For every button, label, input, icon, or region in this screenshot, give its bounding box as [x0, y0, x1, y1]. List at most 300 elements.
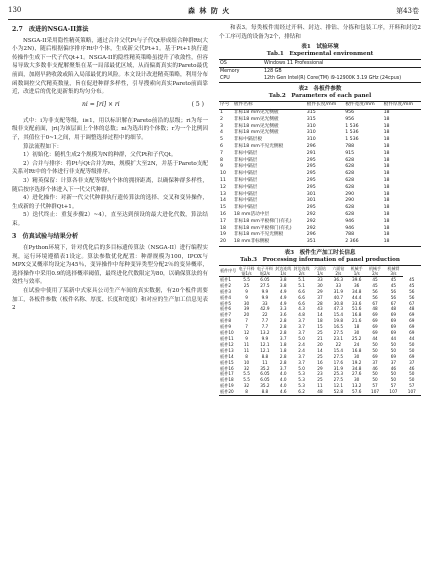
table-header-row	[219, 265, 421, 276]
table-cell: 板件17	[220, 371, 234, 377]
table-cell: 27.6	[352, 371, 362, 377]
table-cell: 45	[409, 276, 415, 282]
right-intro-paragraph: 和表3。每类板件需经过开料、封边、排钻、分拣和包装工序，开料和封边2个工序可选的设备为2个，排钻和	[219, 25, 421, 40]
table3-caption-en: Tab.3 Processing information of panel production	[240, 256, 400, 263]
table-cell: 16.8	[352, 347, 362, 353]
table-cell: 板件19	[220, 383, 234, 389]
table-cell: 12.1	[333, 383, 343, 389]
table-cell: CPU	[220, 76, 230, 82]
table-cell: 48	[372, 306, 378, 312]
table-cell: 非标中隔层	[233, 171, 258, 177]
table-cell: 35.2	[260, 383, 270, 389]
table-cell: 291	[306, 150, 316, 156]
paragraph: 1）初始化：随机生成2个规模为N的种群，父代Pt和子代Qt。	[23, 152, 177, 159]
table-cell: 29	[317, 365, 323, 371]
table-cell: 67	[372, 300, 378, 306]
table-cell: 69	[409, 324, 415, 330]
table-cell: 1 536	[345, 123, 359, 129]
table-cell: 19.2	[352, 359, 362, 365]
table-cell: 46	[409, 365, 415, 371]
table-cell: 板件7	[220, 312, 232, 318]
table-cell: 34.8	[352, 365, 362, 371]
table1-caption-cn: 表1 试验环境	[301, 44, 339, 51]
table-cell: 27.5	[333, 377, 343, 383]
table-cell: 1.8	[279, 347, 287, 353]
table-cell: 37	[390, 359, 397, 365]
table-cell: 3.7	[298, 318, 305, 324]
table-header-cell: 机械臂3/s	[384, 265, 402, 276]
table-cell: 18	[220, 225, 226, 231]
table-cell: 69	[409, 330, 415, 336]
table-cell: 5.0	[298, 365, 305, 371]
table-cell: 13	[220, 191, 226, 197]
table-cell: 8.8	[261, 353, 269, 359]
table-cell: 292	[306, 218, 316, 224]
paragraph: 3）精英保留：计算各非支配等级内个体的拥挤距离，以确保种群多样性，随后按序选择个体进入下一代父代种群。	[12, 177, 208, 193]
table-cell: 7	[220, 150, 223, 156]
table-cell: 956	[345, 116, 355, 122]
table-cell: 32	[243, 383, 250, 389]
table-cell: 2 366	[345, 239, 359, 245]
table-cell: 67	[409, 300, 415, 306]
table-row	[219, 276, 421, 282]
table-experimental-environment	[219, 59, 421, 83]
table-cell: 21.6	[352, 318, 362, 324]
table-cell: 48	[317, 389, 323, 395]
table-cell: 18	[383, 184, 390, 190]
table-cell: 351	[306, 239, 316, 245]
table-cell: 915	[345, 150, 355, 156]
table-cell: 56	[390, 288, 397, 294]
paragraph: 算法流程如下：	[23, 143, 63, 150]
table-cell: 31.9	[333, 365, 343, 371]
table-cell: 310	[306, 130, 316, 136]
table-cell: 板件16	[220, 365, 234, 371]
table-cell: 69	[409, 353, 415, 359]
table-cell: 296	[306, 232, 316, 238]
running-header	[8, 6, 419, 18]
table-cell: 19	[220, 232, 226, 238]
equation-number: ( 5 )	[191, 100, 204, 108]
table-cell: 25	[243, 282, 250, 288]
table-row	[219, 151, 421, 158]
table-cell: 45	[372, 276, 378, 282]
table-cell: 非标18 mm见光侧板	[233, 109, 279, 115]
table-cell: 非标18 mm平板梯门(有孔)	[233, 225, 292, 231]
table-cell: 6.6	[298, 300, 305, 306]
table-cell: 290	[345, 198, 355, 204]
table-cell: 33	[335, 282, 341, 288]
table-cell: 18	[354, 324, 360, 330]
table-cell: 板件10	[220, 330, 234, 336]
table-cell: 69	[390, 353, 397, 359]
table-cell: 13.2	[260, 330, 270, 336]
table-cell: 69	[409, 318, 415, 324]
table-cell: 30	[354, 377, 360, 383]
table-row	[219, 389, 421, 395]
right-column	[219, 24, 421, 396]
table-cell: 16	[317, 359, 323, 365]
table3-caption-cn: 表3 板件生产加工时长信息	[284, 249, 356, 256]
table-cell: 30	[243, 300, 250, 306]
table-cell: 2.8	[279, 318, 287, 324]
table-cell: 1.8	[279, 341, 287, 347]
table-cell: 9	[245, 294, 248, 300]
table-cell: 非标18 mm见光侧板	[233, 130, 279, 136]
table-cell: Windows 11 Professional	[263, 60, 421, 68]
section-title-experiment: 3 仿真试验与结果分析	[12, 233, 79, 241]
table-row	[219, 212, 421, 219]
table-cell: 9.9	[261, 335, 269, 341]
table-panel-parameters	[219, 101, 421, 247]
table-cell: 板件8	[220, 318, 232, 324]
table-cell: 315	[306, 109, 316, 115]
table-cell: 6.2	[298, 389, 305, 395]
table-cell: 37	[317, 294, 323, 300]
table-cell: 4.3	[298, 306, 305, 312]
table-cell: 36	[354, 282, 360, 288]
table-cell: 29	[317, 288, 323, 294]
table-cell: 34.8	[352, 288, 362, 294]
table-cell: 3.7	[279, 365, 287, 371]
table-cell: 69	[372, 324, 378, 330]
table1-caption-en: Tab.1 Experimental environment	[266, 51, 374, 58]
table-cell: 5.1	[298, 276, 305, 282]
table-cell: 33	[317, 276, 323, 282]
table-header-cell: 机械手2/s	[366, 265, 384, 276]
paragraph: 4）进化操作：对新一代父代种群执行遗传算法的选择、交叉和变异操作，生成新的子代种群Qt+1。	[12, 195, 208, 210]
table-cell: 21	[317, 335, 323, 341]
table-cell: 非标中隔层	[233, 198, 258, 204]
table-cell: 非标18 mm不见光侧板	[233, 143, 284, 149]
table-cell: 非标18 mm见光侧板	[233, 123, 279, 129]
table-cell: 25.2	[352, 335, 362, 341]
table-cell: 2.4	[298, 347, 305, 353]
paragraph-group-2	[12, 117, 208, 229]
table-cell: 30	[354, 353, 360, 359]
table-cell: 47.3	[333, 306, 343, 312]
table-cell: 18	[317, 318, 323, 324]
table-cell: 非标中隔层	[233, 157, 258, 163]
table-cell: 5.5	[243, 371, 250, 377]
table-header-cell: 序号	[219, 102, 233, 110]
table-cell: 20	[220, 239, 226, 245]
journal-name: 森 林 防 火	[188, 6, 231, 15]
table-cell: 69	[372, 318, 378, 324]
table-cell: 9.9	[261, 288, 269, 294]
table-cell: 45	[409, 282, 415, 288]
table-row	[219, 68, 421, 76]
table-cell: 板件5	[220, 300, 232, 306]
table-cell: 18 mm非标侧板	[233, 239, 270, 245]
table-cell: 2	[220, 116, 223, 122]
table-cell: 295	[306, 205, 316, 211]
equation-5	[12, 101, 208, 113]
table-cell: 107	[371, 389, 380, 395]
table-cell: 37	[409, 359, 415, 365]
table-cell: 946	[345, 218, 355, 224]
table-cell: 30	[317, 282, 323, 288]
table-cell: Memory	[220, 69, 240, 75]
table-cell: 295	[306, 164, 316, 170]
table-cell: OS	[219, 60, 263, 68]
table-cell: 50	[390, 377, 397, 383]
paragraph-group-3	[12, 244, 208, 313]
table-cell: 11	[317, 383, 323, 389]
table-cell: 18	[383, 171, 390, 177]
table-cell: 板件12	[220, 341, 234, 347]
table-cell: 19.8	[333, 318, 343, 324]
table-cell: 17	[220, 218, 226, 224]
table-cell: 40.7	[333, 294, 343, 300]
table-cell: 956	[345, 109, 355, 115]
table-cell: 50	[409, 347, 415, 353]
table-cell: 12	[243, 330, 250, 336]
table-cell: 295	[306, 177, 316, 183]
table-cell: 板件15	[220, 359, 234, 365]
table-cell: 18	[383, 191, 390, 197]
paragraph: 在Python环境下，针对优化后的多目标遗传算法（NSGA-II）进行编程实现，运行环境遵循表1设定。算法参数优化配置：种群规模为100，IPOX与MPX交叉概率均设定为45％，变异操作中每种变异类型分配2％的变异概率，选择操作中采用0.9的选择概率阈值，最终进化代数限定为80，以确保算法的有效性与效率。	[12, 245, 208, 286]
table-header-cell: 六面钻2/s	[329, 265, 347, 276]
table-cell: 5.3	[298, 377, 305, 383]
table-row	[219, 239, 421, 246]
table-processing-info	[219, 265, 421, 396]
table-cell: 8	[220, 157, 223, 163]
table-cell: 非标中隔层	[233, 191, 258, 197]
table-cell: 6.05	[260, 276, 270, 282]
table-cell: 9	[245, 335, 248, 341]
table-cell: 14	[317, 347, 323, 353]
table-cell: 10	[243, 359, 250, 365]
table-cell: 315	[306, 116, 316, 122]
table-cell: 301	[306, 198, 316, 204]
table-cell: 56	[372, 288, 378, 294]
table-cell: 628	[345, 177, 355, 183]
table-cell: 50	[409, 341, 415, 347]
paragraph: 5）迭代终止：重复步骤2）~4），直至达到预设的最大进化代数，算法结束。	[12, 212, 208, 227]
table-cell: 12.1	[260, 341, 270, 347]
table-cell: 946	[345, 225, 355, 231]
table-cell: 295	[306, 157, 316, 163]
table2-caption-en: Tab.2 Parameters of each panel	[268, 93, 372, 100]
table-cell: 292	[306, 225, 316, 231]
table-cell: 57	[372, 383, 378, 389]
table-cell: 18	[383, 198, 390, 204]
table-cell: 69	[372, 312, 378, 318]
table-row	[219, 60, 421, 68]
table-row	[219, 109, 421, 116]
table-cell: 11	[243, 347, 250, 353]
table-cell: 39	[243, 306, 250, 312]
table2-caption-cn: 表2 各板件参数	[298, 86, 342, 93]
table-header-cell: 板件长度/mm	[306, 102, 344, 110]
table-cell: 3.8	[279, 282, 287, 288]
table-cell: 3.3	[279, 306, 287, 312]
table-cell: 18	[383, 123, 390, 129]
table-cell: 18	[383, 218, 390, 224]
table-cell: 13.2	[352, 383, 362, 389]
table-cell: 11	[220, 177, 226, 183]
table-cell: 3.7	[279, 335, 287, 341]
table-cell: 非标中隔层	[233, 150, 258, 156]
table-cell: 628	[345, 164, 355, 170]
table-cell: 5	[220, 137, 223, 143]
table-cell: 788	[345, 143, 355, 149]
table-cell: 56	[409, 294, 415, 300]
table-cell: 310	[306, 123, 316, 129]
table-cell: 6.05	[260, 371, 270, 377]
table-row	[219, 75, 421, 83]
table-cell: 2.8	[279, 359, 287, 365]
table-cell: 628	[345, 157, 355, 163]
table-cell: 69	[390, 318, 397, 324]
table-cell: 18	[383, 232, 390, 238]
table-cell: 57.6	[352, 389, 362, 395]
table-cell: 25	[317, 377, 323, 383]
table2-caption	[219, 86, 421, 100]
table-cell: 42.9	[260, 306, 270, 312]
table-cell: 18	[383, 130, 390, 136]
table-cell: 非标18 mm见光侧板	[233, 116, 279, 122]
table-cell: 50	[372, 347, 378, 353]
table-cell: 46	[372, 365, 378, 371]
table-cell: 35.2	[260, 365, 270, 371]
table-cell: 23	[317, 371, 323, 377]
table-cell: 4.9	[279, 294, 287, 300]
table-cell: 非标18 mm平板梯门(有孔)	[233, 218, 292, 224]
table-cell: 20	[317, 341, 323, 347]
table-cell: 46	[390, 365, 397, 371]
table-row	[219, 219, 421, 226]
table-cell: 3.7	[298, 353, 305, 359]
table-cell: 非标中隔层	[233, 205, 258, 211]
table-cell: 1	[220, 109, 223, 115]
table-cell: 69	[390, 312, 397, 318]
paragraph: 2）合并与排序：将Pt与Qt合并为Rt，规模扩大至2N，并基于Pareto支配关系对Rt中的个体进行非支配等级排序。	[12, 160, 208, 176]
table-cell: 296	[306, 143, 316, 149]
table-cell: 44.4	[352, 294, 362, 300]
table-cell: 15	[317, 324, 323, 330]
table-cell: 3.7	[298, 359, 305, 365]
table-cell: 18	[383, 143, 390, 149]
table-cell: 18	[383, 211, 390, 217]
table-cell: 14	[317, 312, 323, 318]
paragraph: NSGA-II采用隐性精英策略，通过合并父代Pt与子代Qt形成组合种群Rt(大小为2N)，随后根据偏序排序Rt中个体，生成新父代Pt+1。基于Pt+1执行遗传操作生成下一代子代Qt+1。NSGA-II的隐性精英策略虽提升了收敛性，但容易导致大多数非支配解聚集在某一局部最优区域，从而偏离真实的Pareto最优前面，加剧早熟收敛或陷入局部最优的风险。本文设计改进精英策略，利用分布函数调控父代精英数量，旨在促进种群多样性，引导搜索向真实Pareto前面靠近，改进后的优化更新集的均匀分布。	[12, 37, 208, 96]
table-cell: 非标18 mm不见光侧板	[233, 232, 284, 238]
table-cell: 板件6	[220, 306, 232, 312]
table-cell: 9	[220, 164, 223, 170]
table-cell: 24	[354, 341, 360, 347]
table-cell: 板件3	[220, 288, 232, 294]
table-cell: 7.7	[261, 324, 269, 330]
table-cell: 2.4	[298, 341, 305, 347]
page-number: 130	[8, 6, 22, 14]
table-cell: 4.0	[279, 383, 287, 389]
table-cell: 5.5	[243, 276, 250, 282]
table-cell: 3.7	[298, 330, 305, 336]
table-cell: 25	[317, 330, 323, 336]
equation-text: ni = [ri] × ri	[82, 100, 120, 108]
table-cell: 3	[220, 123, 223, 129]
table-cell: 18	[383, 177, 390, 183]
table-cell: 20	[243, 312, 250, 318]
table-cell: 板件20	[220, 389, 234, 395]
paragraph-group-1	[12, 37, 208, 97]
table-cell: 50	[390, 347, 397, 353]
table-cell: 28	[317, 300, 323, 306]
table-cell: 7	[245, 318, 248, 324]
table-cell: 56	[372, 294, 378, 300]
table-cell: 18	[383, 205, 390, 211]
table-header-cell: 板件名称	[233, 102, 306, 110]
table-row	[219, 185, 421, 192]
table-cell: 107	[407, 389, 416, 395]
table-cell: 310	[306, 137, 316, 143]
table-header-cell: 机械手1/s	[348, 265, 366, 276]
table-cell: 4.0	[279, 371, 287, 377]
table-cell: 3.8	[279, 276, 287, 282]
table-cell: 69	[372, 330, 378, 336]
table-cell: 18	[383, 239, 390, 245]
table-cell: 18	[383, 225, 390, 231]
table-cell: 2.8	[279, 353, 287, 359]
table-cell: 6	[220, 143, 223, 149]
table-cell: 4	[220, 130, 223, 136]
table-cell: 18	[383, 157, 390, 163]
table-cell: 50	[372, 341, 378, 347]
table-cell: 5.3	[298, 371, 305, 377]
table-cell: 5.3	[298, 383, 305, 389]
table-cell: 57	[390, 383, 397, 389]
table-header-cell: 板件宽度/mm	[344, 102, 382, 110]
table-cell: 5.0	[298, 335, 305, 341]
table-cell: 22	[262, 312, 268, 318]
table-cell: 31.9	[333, 288, 343, 294]
table-cell: 非标中隔层板	[233, 137, 263, 143]
table-cell: 板件18	[220, 377, 234, 383]
table-cell: 板件1	[220, 276, 232, 282]
table-cell: 5.5	[243, 377, 250, 383]
table-cell: 107	[389, 389, 398, 395]
table-cell: 52.8	[333, 389, 343, 395]
table-cell: 17.6	[333, 359, 343, 365]
table-cell: 25.3	[333, 371, 343, 377]
table-cell: 6.6	[298, 294, 305, 300]
table-cell: 45	[390, 276, 397, 282]
table-cell: 非标中隔层	[233, 164, 258, 170]
header-rule	[8, 19, 419, 20]
table-cell: 9	[245, 288, 248, 294]
table-row	[219, 117, 421, 124]
table-cell: 69	[409, 312, 415, 318]
table-cell: 45	[390, 282, 397, 288]
table-cell: 板件13	[220, 347, 234, 353]
table-cell: 12	[220, 184, 226, 190]
table-cell: 16.8	[352, 312, 362, 318]
table-cell: 33.6	[352, 300, 362, 306]
table-cell: 22	[335, 341, 341, 347]
table-cell: 12.1	[260, 347, 270, 353]
table-cell: 板件14	[220, 353, 234, 359]
table-cell: 67	[390, 300, 397, 306]
table-cell: 7	[245, 324, 248, 330]
table-cell: 50	[372, 377, 378, 383]
table-cell: 295	[306, 184, 316, 190]
table-cell: 69	[390, 324, 397, 330]
table-cell: 14	[220, 198, 226, 204]
table-cell: 69	[372, 353, 378, 359]
table-cell: 4.9	[279, 288, 287, 294]
